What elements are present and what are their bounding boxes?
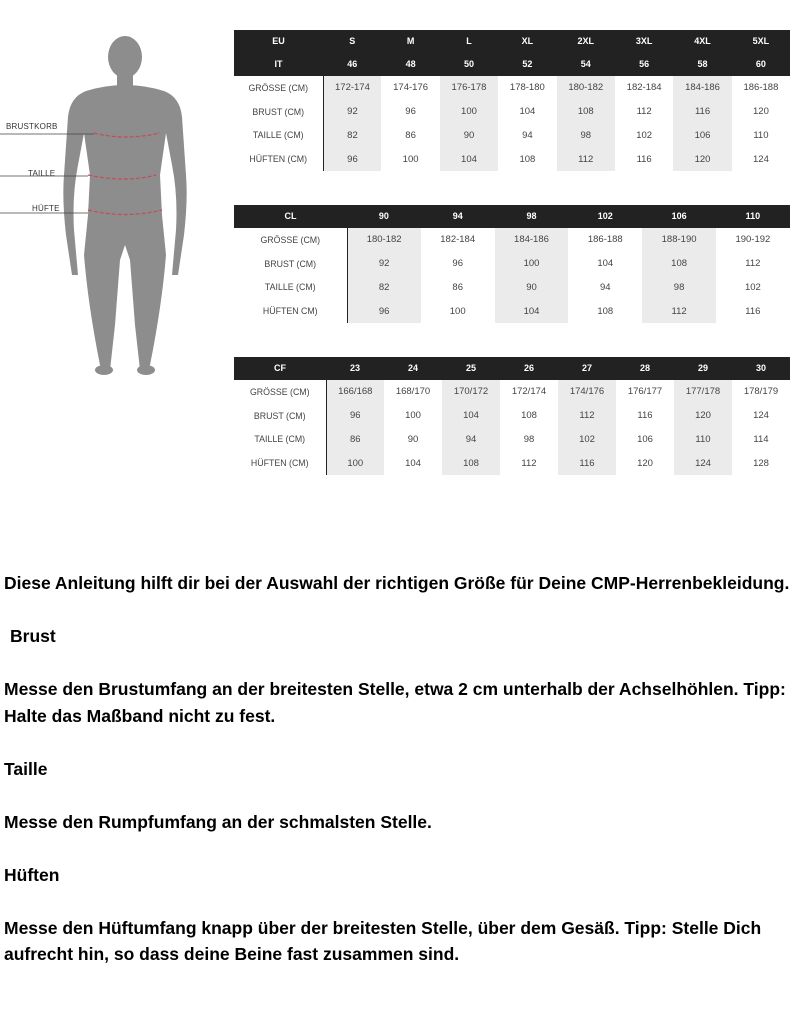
header-cell: EU [234,30,323,53]
table-cell: 100 [402,153,419,165]
table-cell: 102 [636,129,653,141]
table-row [234,100,790,124]
table-cell: 186-188 [743,82,779,94]
table-cell: 112 [558,404,616,428]
table-cell: 177/178 [674,380,732,404]
size-table-cl [234,205,790,323]
header-cell: 48 [381,53,439,76]
header-cell: 5XL [732,30,790,53]
table-header-row [234,205,790,228]
row-label: HÜFTEN CM) [262,306,318,317]
header-cell: 23 [326,357,384,380]
table-cell: 82 [323,124,381,148]
table-cell: 106 [673,124,731,148]
table-cell: 86 [326,428,384,452]
row-label: HÜFTEN (CM) [250,458,309,469]
table-cell: 96 [347,299,421,323]
hips-paragraph: Messe den Hüftumfang knapp über der breitesten Stelle, über dem Gesäß. Tipp: Stelle Dich aufrecht hin, so dass deine Beine fast zusammen sind. [4,917,762,964]
row-label: GRÖSSE (CM) [260,234,321,245]
table-cell: 104 [519,106,536,118]
table-row [234,124,790,148]
table-cell: 96 [326,404,384,428]
table-cell: 92 [347,252,421,276]
header-cell: 102 [568,205,642,228]
table-cell: 168/170 [395,386,431,398]
table-cell: 108 [642,252,716,276]
header-cell: M [381,30,439,53]
header-cell: 56 [615,53,673,76]
table-cell: 128 [753,457,769,469]
table-header-row [234,53,790,76]
table-cell: 112 [636,106,652,118]
header-cell: IT [234,53,323,76]
table-cell: 100 [326,451,384,475]
table-cell: 114 [753,433,769,445]
header-cell: 110 [716,205,790,228]
header-cell: 90 [347,205,421,228]
table-cell: 190-192 [735,234,771,246]
row-label: TAILLE (CM) [254,434,306,445]
table-cell: 104 [405,457,421,469]
table-cell: 188-190 [642,228,716,252]
header-cell: 60 [732,53,790,76]
table-row [234,299,790,323]
header-cell: 2XL [557,30,615,53]
header-cell: 24 [384,357,442,380]
header-cell: 94 [421,205,495,228]
header-cell: CL [234,205,347,228]
table-row [234,428,790,452]
table-cell: 86 [452,281,463,293]
table-cell: 186-188 [587,234,623,246]
table-cell: 96 [452,258,463,270]
table-row [234,228,790,252]
size-table-eu-it [234,30,790,171]
table-row [234,276,790,300]
table-cell: 112 [642,299,716,323]
table-cell: 124 [753,410,769,422]
row-label: GRÖSSE (CM) [249,386,310,397]
header-cell: 26 [500,357,558,380]
row-label: TAILLE (CM) [264,282,316,293]
waist-heading: Taille [4,758,48,779]
header-cell: 46 [323,53,381,76]
table-row [234,76,790,100]
table-cell: 174-176 [393,82,429,94]
hips-heading: Hüften [4,864,60,885]
header-cell: 25 [442,357,500,380]
table-cell: 176-178 [440,76,498,100]
table-cell: 100 [449,305,466,317]
table-cell: 100 [440,100,498,124]
table-cell: 90 [407,433,419,445]
header-cell: 50 [440,53,498,76]
table-cell: 110 [674,428,732,452]
table-cell: 180-182 [347,228,421,252]
table-cell: 96 [405,106,416,118]
table-cell: 82 [347,276,421,300]
header-cell: 3XL [615,30,673,53]
table-cell: 108 [521,410,537,422]
table-cell: 120 [637,457,653,469]
table-cell: 176/177 [627,386,663,398]
header-cell: 29 [674,357,732,380]
table-cell: 108 [519,153,536,165]
table-cell: 92 [323,100,381,124]
waist-label: TAILLE [28,169,56,178]
table-cell: 94 [600,281,611,293]
table-cell: 182-184 [440,234,476,246]
header-cell: L [440,30,498,53]
table-row [234,451,790,475]
table-cell: 124 [753,153,769,165]
chest-label: BRUSTKORB [6,122,58,131]
table-cell: 90 [440,124,498,148]
table-cell: 120 [753,106,769,118]
table-cell: 166/168 [326,380,384,404]
table-cell: 106 [637,433,653,445]
table-cell: 102 [744,281,761,293]
header-cell: 52 [498,53,556,76]
table-cell: 178/179 [743,386,779,398]
table-cell: 108 [442,451,500,475]
table-cell: 98 [642,276,716,300]
table-cell: 174/176 [558,380,616,404]
table-cell: 102 [558,428,616,452]
header-cell: CF [234,357,326,380]
intro-paragraph: Diese Anleitung hilft dir bei der Auswahl der richtigen Größe für Deine CMP-Herrenbekleidung. [4,573,790,593]
table-cell: 104 [495,299,569,323]
table-cell: 96 [323,147,381,171]
table-cell: 98 [557,124,615,148]
table-cell: 110 [753,129,769,141]
table-cell: 178-180 [509,82,545,94]
table-header-row [234,30,790,53]
table-cell: 116 [673,100,731,124]
table-row [234,252,790,276]
table-cell: 124 [674,451,732,475]
header-cell: S [323,30,381,53]
header-cell: 27 [558,357,616,380]
table-cell: 172-174 [323,76,381,100]
table-header-row [234,357,790,380]
size-guide-text [4,570,790,968]
table-cell: 100 [495,252,569,276]
header-cell: XL [498,30,556,53]
table-cell: 184-186 [673,76,731,100]
hip-label: HÜFTE [32,204,60,213]
table-cell: 104 [442,404,500,428]
header-cell: 28 [616,357,674,380]
row-label: BRUST (CM) [264,258,317,269]
table-cell: 112 [557,147,615,171]
header-cell: 106 [642,205,716,228]
table-cell: 86 [405,129,416,141]
table-row [234,380,790,404]
table-cell: 100 [405,410,421,422]
row-label: BRUST (CM) [252,106,305,117]
table-cell: 116 [637,410,653,422]
table-cell: 116 [745,305,761,317]
table-cell: 184-186 [495,228,569,252]
table-cell: 120 [674,404,732,428]
table-cell: 94 [442,428,500,452]
size-table-cf [234,357,790,475]
table-cell: 94 [522,129,533,141]
row-label: TAILLE (CM) [252,130,304,141]
header-cell: 98 [495,205,569,228]
chest-paragraph: Messe den Brustumfang an der breitesten Stelle, etwa 2 cm unterhalb der Achselhöhlen. Tipp: Halte das Maßband nicht zu fest. [4,679,786,726]
row-label: GRÖSSE (CM) [248,82,309,93]
table-row [234,404,790,428]
table-cell: 116 [636,153,652,165]
table-cell: 182-184 [626,82,662,94]
body-measurement-figure [0,25,230,385]
table-cell: 112 [521,457,537,469]
table-cell: 170/172 [442,380,500,404]
header-cell: 54 [557,53,615,76]
table-cell: 172/174 [511,386,547,398]
header-cell: 30 [732,357,790,380]
table-cell: 104 [597,258,614,270]
table-cell: 98 [523,433,535,445]
row-label: HÜFTEN (CM) [249,154,308,165]
row-label: BRUST (CM) [253,410,306,421]
table-cell: 90 [495,276,569,300]
table-cell: 104 [440,147,498,171]
table-cell: 180-182 [557,76,615,100]
table-cell: 120 [673,147,731,171]
waist-paragraph: Messe den Rumpfumfang an der schmalsten Stelle. [4,811,432,832]
header-cell: 58 [673,53,731,76]
chest-heading: Brust [10,626,56,646]
header-cell: 4XL [673,30,731,53]
table-cell: 116 [558,451,616,475]
table-cell: 108 [557,100,615,124]
table-cell: 112 [745,258,761,270]
table-cell: 108 [597,305,614,317]
table-row [234,147,790,171]
